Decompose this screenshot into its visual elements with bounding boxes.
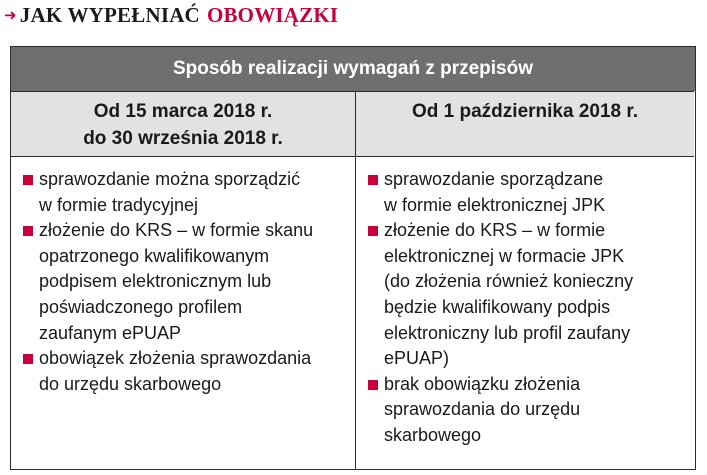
- text-line: ePUAP): [384, 348, 450, 369]
- text-line: skarbowego: [384, 424, 482, 445]
- column-header-right: [356, 91, 694, 157]
- list-item-text: [39, 167, 300, 218]
- text-line: sprawozdanie można sporządzić: [39, 169, 301, 189]
- column-header-left: [11, 91, 356, 157]
- heading-part-1: JAK WYPEŁNIAĆ: [19, 2, 200, 27]
- text-line: w formie elektronicznej JPK: [384, 194, 606, 215]
- column-body-left: [11, 157, 356, 469]
- text-line: do urzędu skarbowego: [39, 373, 222, 394]
- text-line: złożenie do KRS – w formie: [384, 220, 606, 241]
- list-item: [368, 218, 694, 372]
- square-bullet-icon: [368, 175, 378, 185]
- column-body-right: [356, 157, 694, 469]
- text-line: sprawozdanie sporządzane: [384, 169, 604, 189]
- square-bullet-icon: [23, 175, 33, 185]
- text-line: podpisem elektronicznym lub: [39, 271, 272, 292]
- list-item-text: [39, 346, 311, 397]
- column-header-line: Od 1 października 2018 r.: [412, 101, 638, 122]
- text-line: elektronicznej w formacie JPK: [384, 245, 625, 266]
- list-item: [368, 167, 694, 218]
- text-line: brak obowiązku złożenia: [384, 373, 581, 394]
- heading-part-2: OBOWIĄZKI: [206, 2, 339, 27]
- text-line: złożenie do KRS – w formie skanu: [39, 220, 314, 241]
- text-line: elektroniczny lub profil zaufany: [384, 322, 631, 343]
- list-item: [368, 372, 694, 449]
- square-bullet-icon: [368, 380, 378, 390]
- text-line: opatrzonego kwalifikowanym: [39, 245, 270, 266]
- column-header-line: do 30 września 2018 r.: [83, 128, 283, 149]
- text-line: poświadczonego profilem: [39, 296, 243, 317]
- arrow-bullet-icon: ➜: [4, 6, 17, 24]
- table-title: Sposób realizacji wymagań z przepisów: [11, 47, 695, 91]
- text-line: (do złożenia również konieczny: [384, 271, 634, 292]
- list-item-text: [39, 218, 313, 346]
- square-bullet-icon: [23, 226, 33, 236]
- list-item: [23, 346, 355, 397]
- list-item-text: [384, 372, 580, 449]
- column-header-line: Od 15 marca 2018 r.: [93, 101, 273, 122]
- list-item-text: [384, 167, 605, 218]
- list-item-text: [384, 218, 633, 372]
- list-item: [23, 218, 355, 346]
- text-line: będzie kwalifikowany podpis: [384, 296, 611, 317]
- requirements-table: [10, 46, 696, 470]
- square-bullet-icon: [23, 354, 33, 364]
- list-item: [23, 167, 355, 218]
- section-heading: [4, 2, 338, 28]
- text-line: w formie tradycyjnej: [39, 194, 199, 215]
- text-line: sprawozdania do urzędu: [384, 399, 581, 420]
- square-bullet-icon: [368, 226, 378, 236]
- text-line: zaufanym ePUAP: [39, 322, 182, 343]
- text-line: obowiązek złożenia sprawozdania: [39, 348, 312, 369]
